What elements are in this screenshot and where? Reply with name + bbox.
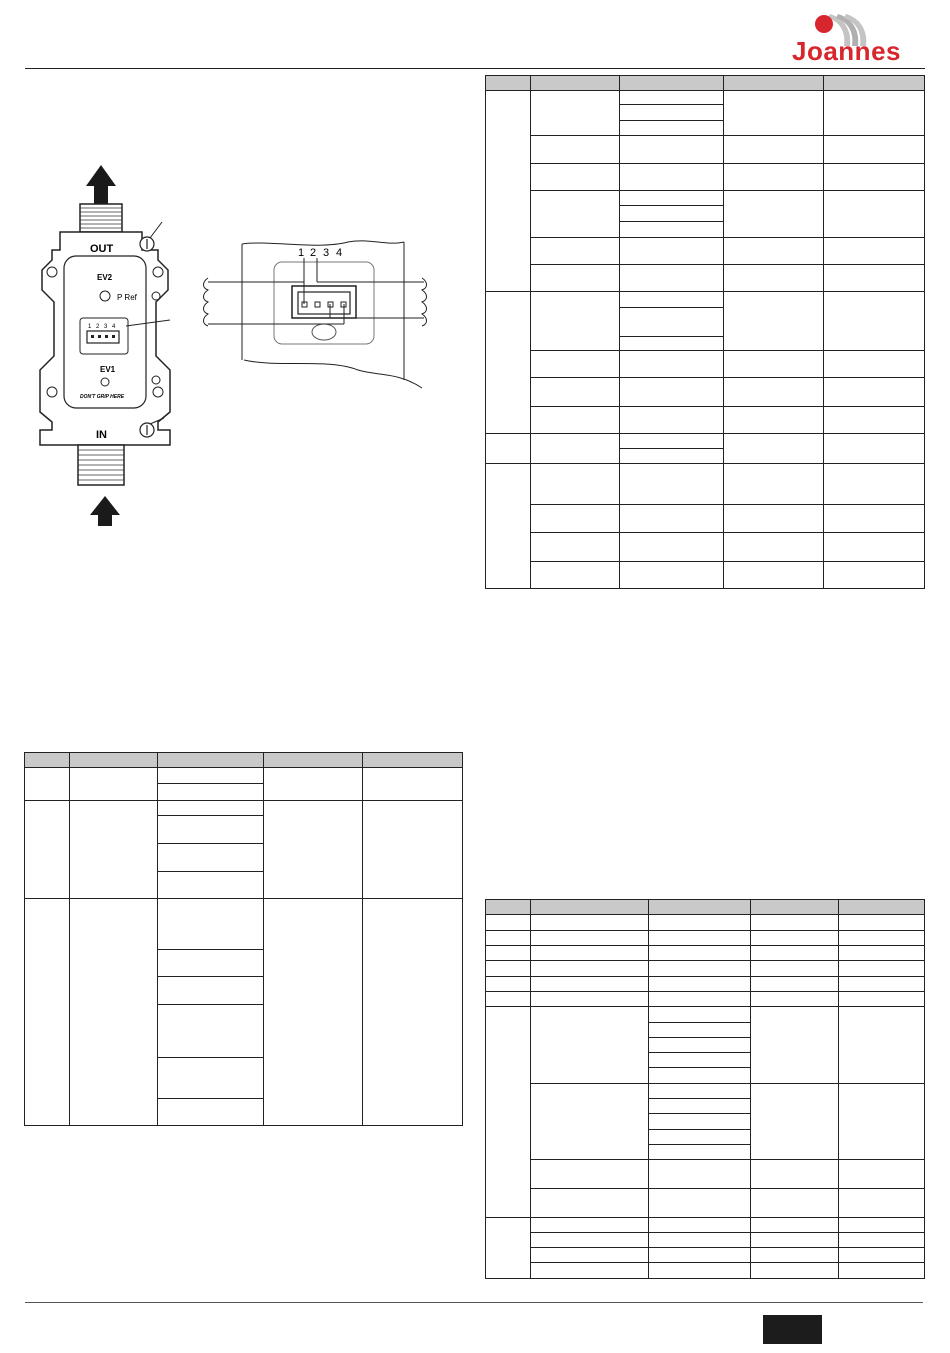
pin-label-3: 3 xyxy=(323,247,330,259)
header-rule xyxy=(25,68,925,69)
out-label: OUT xyxy=(90,243,114,255)
pin-label-4: 4 xyxy=(336,247,343,259)
table-top-right xyxy=(485,75,925,589)
connector-detail-drawing xyxy=(198,232,430,392)
ev2-label: EV2 xyxy=(97,273,113,282)
brand-logo xyxy=(748,12,928,66)
pin-label-2: 2 xyxy=(310,247,317,259)
gas-valve-illustration xyxy=(30,160,200,530)
in-label: IN xyxy=(96,429,107,441)
p-ref-label: P Ref xyxy=(117,293,137,302)
dont-grip-label: DON'T GRIP HERE xyxy=(80,394,125,400)
table-bottom-right xyxy=(485,899,925,1279)
svg-text:3: 3 xyxy=(104,324,108,330)
svg-text:4: 4 xyxy=(112,324,116,330)
flow-in-arrow-icon xyxy=(90,496,120,526)
table-bottom-left xyxy=(24,752,463,1126)
svg-text:2: 2 xyxy=(96,324,100,330)
footer-rule xyxy=(25,1302,923,1303)
pin-label-1: 1 xyxy=(298,247,305,259)
svg-text:1: 1 xyxy=(88,324,92,330)
ev1-label: EV1 xyxy=(100,365,116,374)
page-number-box xyxy=(763,1315,822,1344)
logo-text: Joannes xyxy=(792,36,901,66)
flow-out-arrow-icon xyxy=(86,165,116,204)
